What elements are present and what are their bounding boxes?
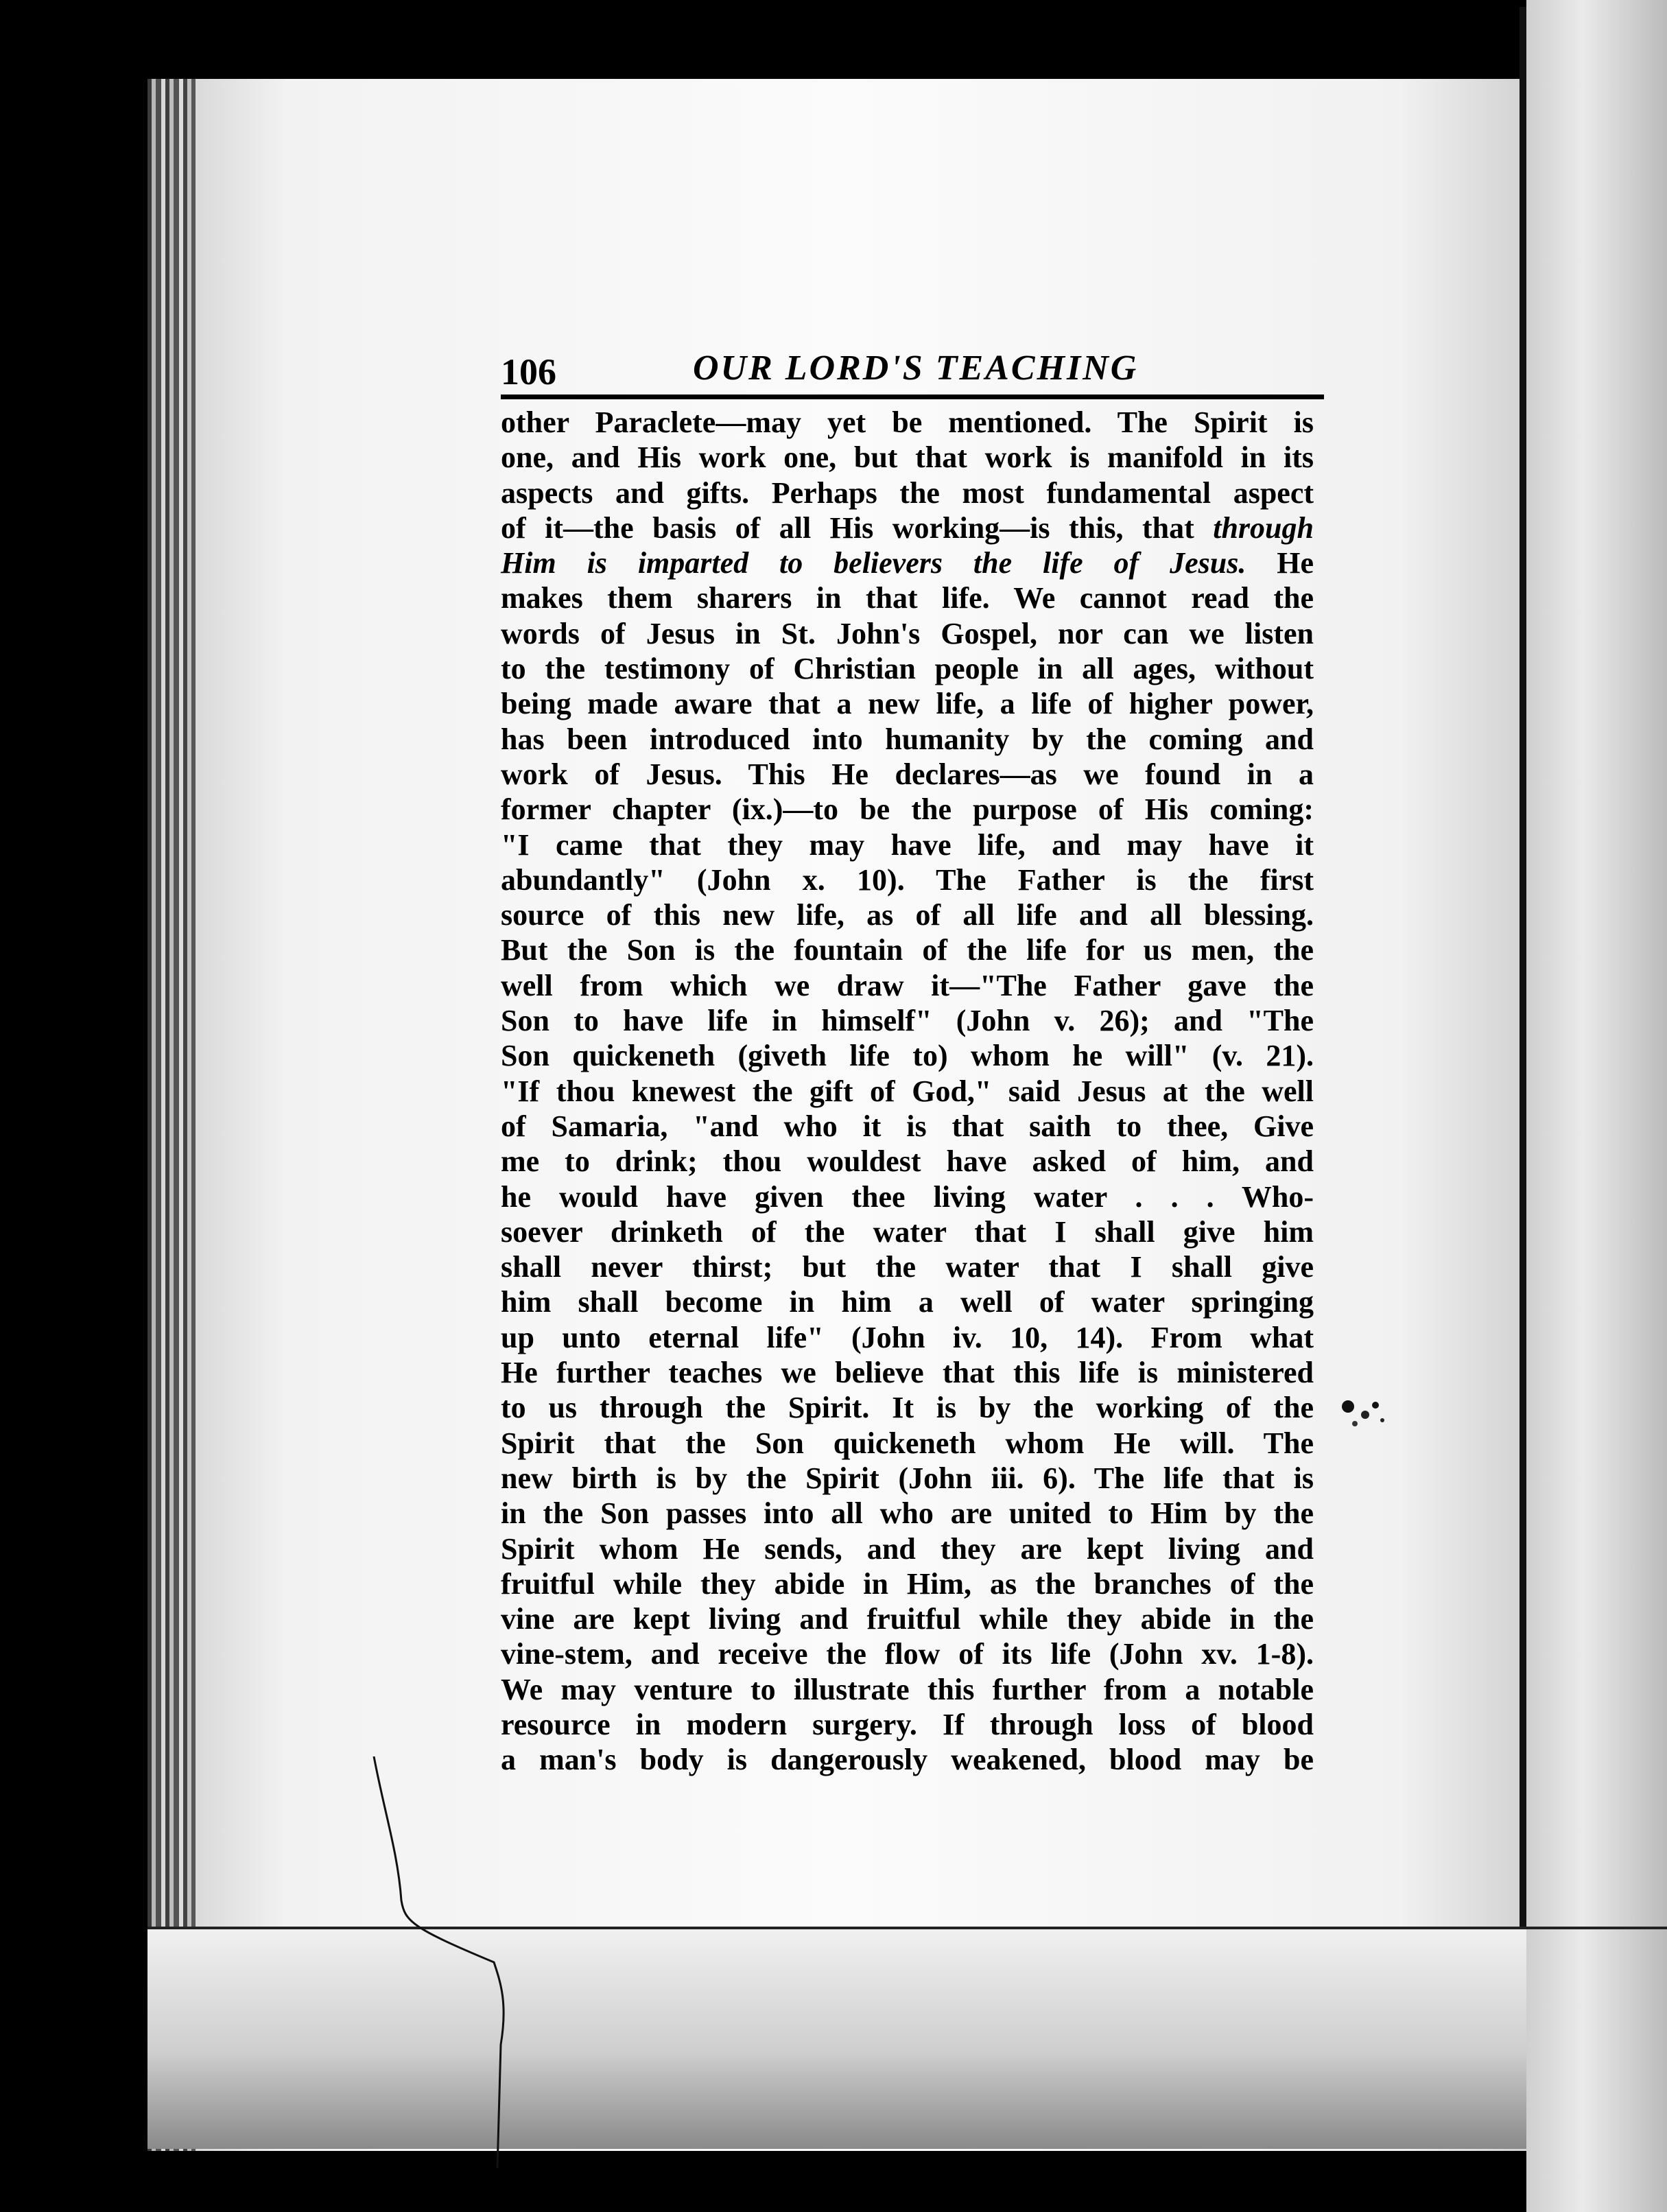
book-gutter xyxy=(147,79,196,2151)
text-line: up unto eternal life" (John iv. 10, 14). From what xyxy=(501,1320,1314,1354)
text-line: soever drinketh of the water that I shall give him xyxy=(501,1214,1314,1249)
page-bottom-shadow xyxy=(147,1929,1526,2149)
binding-edge-line-2 xyxy=(137,69,147,2161)
text-line: Spirit that the Son quickeneth whom He will. The xyxy=(501,1426,1314,1460)
text-line-mixed xyxy=(501,545,1314,580)
page-number: 106 xyxy=(501,351,556,392)
text-line: in the Son passes into all who are united to Him by the xyxy=(501,1496,1314,1531)
text-line: makes them sharers in that life. We cannot read the xyxy=(501,581,1314,615)
text-line: vine-stem, and receive the flow of its life (John xv. 1-8). xyxy=(501,1637,1314,1671)
text-roman: He xyxy=(1246,546,1314,580)
running-head xyxy=(501,340,1324,399)
text-line: work of Jesus. This He declares—as we found in a xyxy=(501,757,1314,791)
text-line: source of this new life, as of all life and all blessing. xyxy=(501,898,1314,932)
text-line: of Samaria, "and who it is that saith to thee, Give xyxy=(501,1109,1314,1143)
text-line: vine are kept living and fruitful while they abide in the xyxy=(501,1602,1314,1636)
text-line: But the Son is the fountain of the life for us men, the xyxy=(501,933,1314,967)
text-line: Spirit whom He sends, and they are kept living and xyxy=(501,1531,1314,1566)
body-text xyxy=(501,405,1324,1778)
text-line: He further teaches we believe that this life is ministered xyxy=(501,1356,1314,1390)
text-italic: Him is imparted to believers the life of Jesus. xyxy=(501,546,1246,580)
binding-edge-dark xyxy=(82,0,102,2212)
text-line: me to drink; thou wouldest have asked of him, and xyxy=(501,1144,1314,1179)
text-line: Son quickeneth (giveth life to) whom he will" (v. 21). xyxy=(501,1039,1314,1073)
text-line: other Paraclete—may yet be mentioned. The Spirit is xyxy=(501,405,1314,439)
text-line: "If thou knewest the gift of God," said Jesus at the well xyxy=(501,1074,1314,1108)
text-line: to us through the Spirit. It is by the working of the xyxy=(501,1391,1314,1425)
text-italic: through xyxy=(1213,510,1314,545)
text-line: well from which we draw it—"The Father gave the xyxy=(501,968,1314,1002)
text-line: words of Jesus in St. John's Gospel, nor can we listen xyxy=(501,616,1314,650)
text-line-mixed xyxy=(501,510,1314,545)
facing-page-edge xyxy=(1526,0,1667,2212)
text-line: former chapter (ix.)—to be the purpose of His coming: xyxy=(501,792,1314,827)
text-line: aspects and gifts. Perhaps the most fundamental aspect xyxy=(501,475,1314,510)
text-line: "I came that they may have life, and may have it xyxy=(501,827,1314,862)
text-line: We may venture to illustrate this further from a notable xyxy=(501,1672,1314,1706)
text-line: shall never thirst; but the water that I shall give xyxy=(501,1250,1314,1284)
text-roman: of it—the basis of all His working—is this, that xyxy=(501,510,1214,545)
page-fold-line xyxy=(1520,7,1526,2065)
text-line: being made aware that a new life, a life of higher power, xyxy=(501,687,1314,721)
text-line: one, and His work one, but that work is manifold in its xyxy=(501,440,1314,475)
text-line: resource in modern surgery. If through loss of blood xyxy=(501,1707,1314,1741)
text-line: him shall become in him a well of water springing xyxy=(501,1285,1314,1319)
text-line: a man's body is dangerously weakened, blood may be xyxy=(501,1743,1314,1777)
text-line: has been introduced into humanity by the coming and xyxy=(501,722,1314,756)
pencil-scratch-mark xyxy=(370,1756,535,2168)
ink-stain xyxy=(1334,1393,1396,1441)
running-title: OUR LORD'S TEACHING xyxy=(693,349,1139,388)
text-line: to the testimony of Christian people in all ages, without xyxy=(501,652,1314,686)
text-line: new birth is by the Spirit (John iii. 6). The life that is xyxy=(501,1461,1314,1495)
text-line: he would have given thee living water . . . Who- xyxy=(501,1179,1314,1214)
text-line: Son to have life in himself" (John v. 26); and "The xyxy=(501,1004,1314,1038)
book-page xyxy=(501,340,1324,1778)
text-line: fruitful while they abide in Him, as the branches of the xyxy=(501,1566,1314,1601)
binding-edge-line xyxy=(117,41,129,2168)
text-line: abundantly" (John x. 10). The Father is the first xyxy=(501,862,1314,897)
